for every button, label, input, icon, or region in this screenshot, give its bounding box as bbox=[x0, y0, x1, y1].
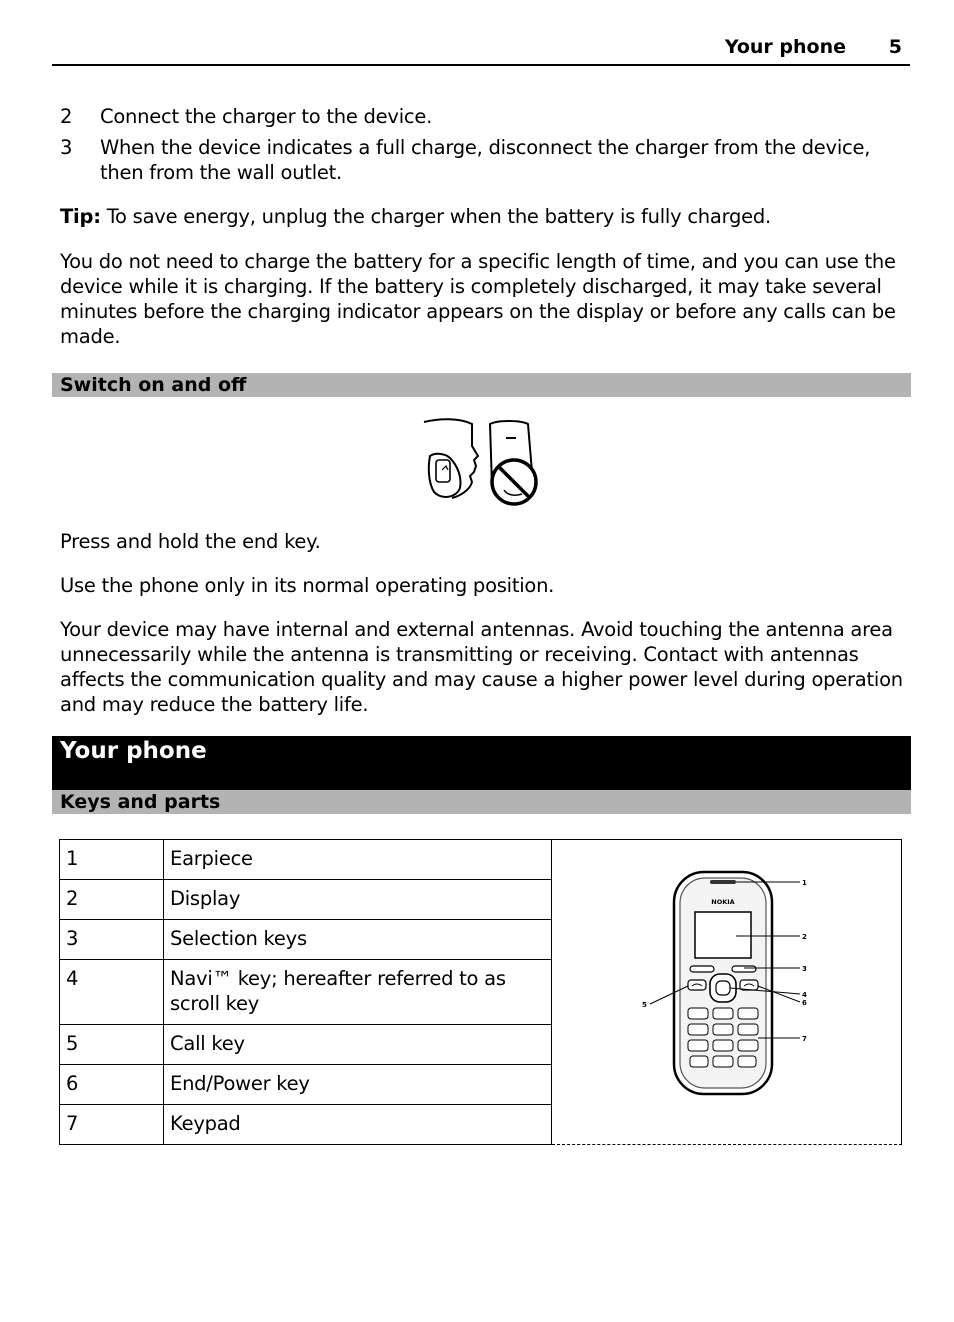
running-header bbox=[52, 34, 910, 66]
callout-label: 5 bbox=[642, 1001, 647, 1009]
part-number: 4 bbox=[60, 960, 164, 1025]
charging-paragraph: You do not need to charge the battery for a specific length of time, and you can use the device while it is charging. If the battery is completely discharged, it may take several minutes before the charging indicator appears on the display or before any calls can be made. bbox=[60, 250, 896, 348]
charging-steps bbox=[60, 104, 900, 191]
callout-label: 3 bbox=[802, 965, 807, 973]
power-on-illustration bbox=[420, 416, 544, 508]
part-label: Selection keys bbox=[164, 920, 552, 960]
part-number: 7 bbox=[60, 1105, 164, 1145]
section-heading-text: Switch on and off bbox=[60, 374, 247, 396]
table-row bbox=[60, 920, 552, 960]
tip-paragraph bbox=[60, 204, 906, 229]
phone-brand: NOKIA bbox=[711, 898, 735, 906]
step-text: When the device indicates a full charge, disconnect the charger from the device, then from the wall outlet. bbox=[100, 136, 871, 184]
step-number: 2 bbox=[60, 105, 73, 128]
part-number: 5 bbox=[60, 1025, 164, 1065]
header-title: Your phone bbox=[724, 36, 846, 58]
step-item bbox=[60, 104, 900, 129]
callout-label: 7 bbox=[802, 1035, 807, 1043]
part-number: 6 bbox=[60, 1065, 164, 1105]
part-label: Earpiece bbox=[164, 840, 552, 880]
page-number: 5 bbox=[888, 36, 902, 58]
chapter-title: Your phone bbox=[60, 738, 207, 764]
tip-label: Tip: bbox=[60, 205, 101, 228]
step-text: Connect the charger to the device. bbox=[100, 105, 433, 128]
part-label: Navi™ key; hereafter referred to as scroll key bbox=[164, 960, 552, 1025]
chapter-heading bbox=[52, 736, 911, 790]
section-heading-switch bbox=[52, 373, 911, 397]
part-number: 3 bbox=[60, 920, 164, 960]
table-row bbox=[60, 880, 552, 920]
table-row bbox=[60, 960, 552, 1025]
keys-parts-table bbox=[59, 839, 552, 1145]
table-row bbox=[60, 840, 552, 880]
part-label: Display bbox=[164, 880, 552, 920]
table-row bbox=[60, 1025, 552, 1065]
callout-label: 4 bbox=[802, 991, 807, 999]
switch-paragraph-2: Use the phone only in its normal operating position. bbox=[60, 574, 555, 597]
section-heading-text: Keys and parts bbox=[60, 791, 221, 813]
phone-diagram-cell bbox=[552, 839, 902, 1145]
callout-label: 6 bbox=[802, 999, 807, 1007]
part-number: 1 bbox=[60, 840, 164, 880]
part-number: 2 bbox=[60, 880, 164, 920]
phone-keys-diagram bbox=[640, 868, 812, 1096]
step-number: 3 bbox=[60, 136, 73, 159]
tip-text: To save energy, unplug the charger when the battery is fully charged. bbox=[100, 205, 771, 228]
part-label: Call key bbox=[164, 1025, 552, 1065]
step-item bbox=[60, 135, 900, 185]
section-heading-keys bbox=[52, 790, 911, 814]
callout-label: 2 bbox=[802, 933, 807, 941]
part-label: Keypad bbox=[164, 1105, 552, 1145]
antenna-paragraph: Your device may have internal and external antennas. Avoid touching the antenna area unnecessarily while the antenna is transmitting or receiving. Contact with antennas affects the communication quality and may cause a higher power level during operation and may reduce the battery life. bbox=[60, 618, 903, 716]
table-row bbox=[60, 1105, 552, 1145]
switch-paragraph-1: Press and hold the end key. bbox=[60, 530, 321, 553]
callout-label: 1 bbox=[802, 879, 807, 887]
part-label: End/Power key bbox=[164, 1065, 552, 1105]
table-row bbox=[60, 1065, 552, 1105]
